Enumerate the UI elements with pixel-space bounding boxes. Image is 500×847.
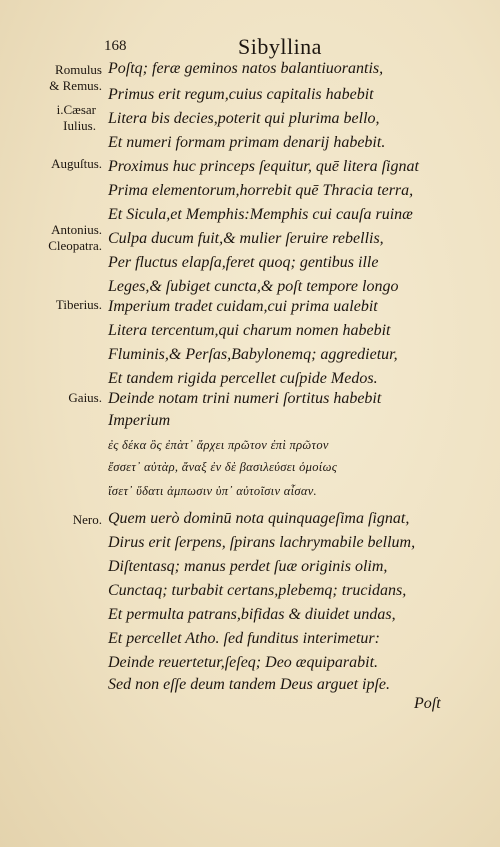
margin-note-line: Nero. bbox=[72, 512, 102, 527]
verse-line: Quem uerò dominū nota quinquageſima ſignat, bbox=[108, 510, 410, 527]
verse-line: Cunctaq; turbabit certans,plebemq; trucidans, bbox=[108, 582, 407, 599]
verse-line: Dirus erit ſerpens, ſpirans lachrymabile bellum, bbox=[108, 534, 416, 551]
margin-note-line: Iulius. bbox=[63, 118, 96, 133]
verse-line: Litera bis decies,poterit qui plurima bello, bbox=[108, 110, 380, 127]
page-number: 168 bbox=[104, 38, 127, 54]
verse-line: Deinde reuertetur,ſeſeq; Deo æquiparabit. bbox=[108, 654, 379, 671]
verse-line: Proximus huc princeps ſequitur, quē litera ſignat bbox=[108, 158, 419, 175]
margin-note-caesar bbox=[6, 102, 96, 134]
margin-note-nero bbox=[6, 512, 102, 528]
margin-note-line: i.Cæsar bbox=[56, 102, 96, 117]
verse-line: Litera tercentum,qui charum nomen habebit bbox=[108, 322, 391, 339]
page-header bbox=[0, 34, 500, 62]
margin-note-line: Cleopatra. bbox=[48, 238, 102, 253]
verse-line: Et percellet Atho. ſed funditus interimetur: bbox=[108, 630, 380, 647]
verse-line: Culpa ducum fuit,& mulier ſeruire rebellis, bbox=[108, 230, 384, 247]
running-title: Sibyllina bbox=[238, 34, 322, 59]
verse-line: Et Sicula,et Memphis:Memphis cui cauſa ruinæ bbox=[108, 206, 413, 223]
verse-line: Per fluctus elapſa,feret quoq; gentibus ille bbox=[108, 254, 379, 271]
verse-line: Poſtq; feræ geminos natos balantiuorantis, bbox=[108, 60, 384, 77]
verse-line: Diſtentasq; manus perdet ſuæ originis olim, bbox=[108, 558, 388, 575]
margin-note-gaius bbox=[6, 390, 102, 406]
verse-line: Imperium tradet cuidam,cui prima ualebit bbox=[108, 298, 378, 315]
margin-note-tiberius bbox=[6, 297, 102, 313]
margin-note-line: Tiberius. bbox=[55, 297, 102, 312]
margin-note-line: Auguſtus. bbox=[51, 156, 102, 171]
verse-line: Deinde notam trini numeri ſortitus habebit bbox=[108, 390, 382, 407]
catchword: Poſt bbox=[414, 695, 441, 712]
verse-line: Et permulta patrans,bifidas & diuidet undas, bbox=[108, 606, 396, 623]
verse-line: Sed non eſſe deum tandem Deus arguet ipſe. bbox=[108, 676, 391, 693]
margin-note-line: Antonius. bbox=[51, 222, 102, 237]
margin-note-line: Romulus bbox=[55, 62, 102, 77]
verse-line: Prima elementorum,horrebit quē Thracia terra, bbox=[108, 182, 414, 199]
greek-line: ἐς δέκα ὃς ἐπὰτ᾽ ἄρχει πρῶτον ἐπὶ πρῶτον bbox=[108, 438, 329, 452]
greek-line: ἴσετ᾽ ὕδατι ἀμπωσιν ὑπ᾽ αὐτοῖσιν αἶσαν. bbox=[108, 484, 317, 498]
verse-line: Fluminis,& Perſas,Babylonemq; aggredietur, bbox=[108, 346, 398, 363]
margin-note-line: & Remus. bbox=[49, 78, 102, 93]
greek-line: ἔσσετ᾽ αὐτὰρ, ἄναξ ἐν δὲ βασιλεύσει ὁμοίως bbox=[108, 460, 338, 474]
verse-line: Primus erit regum,cuius capitalis habebit bbox=[108, 86, 374, 103]
verse-line: Imperium bbox=[108, 412, 171, 429]
margin-note-romulus bbox=[6, 62, 102, 94]
verse-line: Leges,& ſubiget cuncta,& poſt tempore longo bbox=[108, 278, 399, 295]
verse-line: Et numeri formam primam denarij habebit. bbox=[108, 134, 386, 151]
verse-line: Et tandem rigida percellet cuſpide Medos. bbox=[108, 370, 378, 387]
margin-note-antonius bbox=[6, 222, 102, 254]
margin-note-augustus bbox=[6, 156, 102, 172]
margin-note-line: Gaius. bbox=[68, 390, 102, 405]
